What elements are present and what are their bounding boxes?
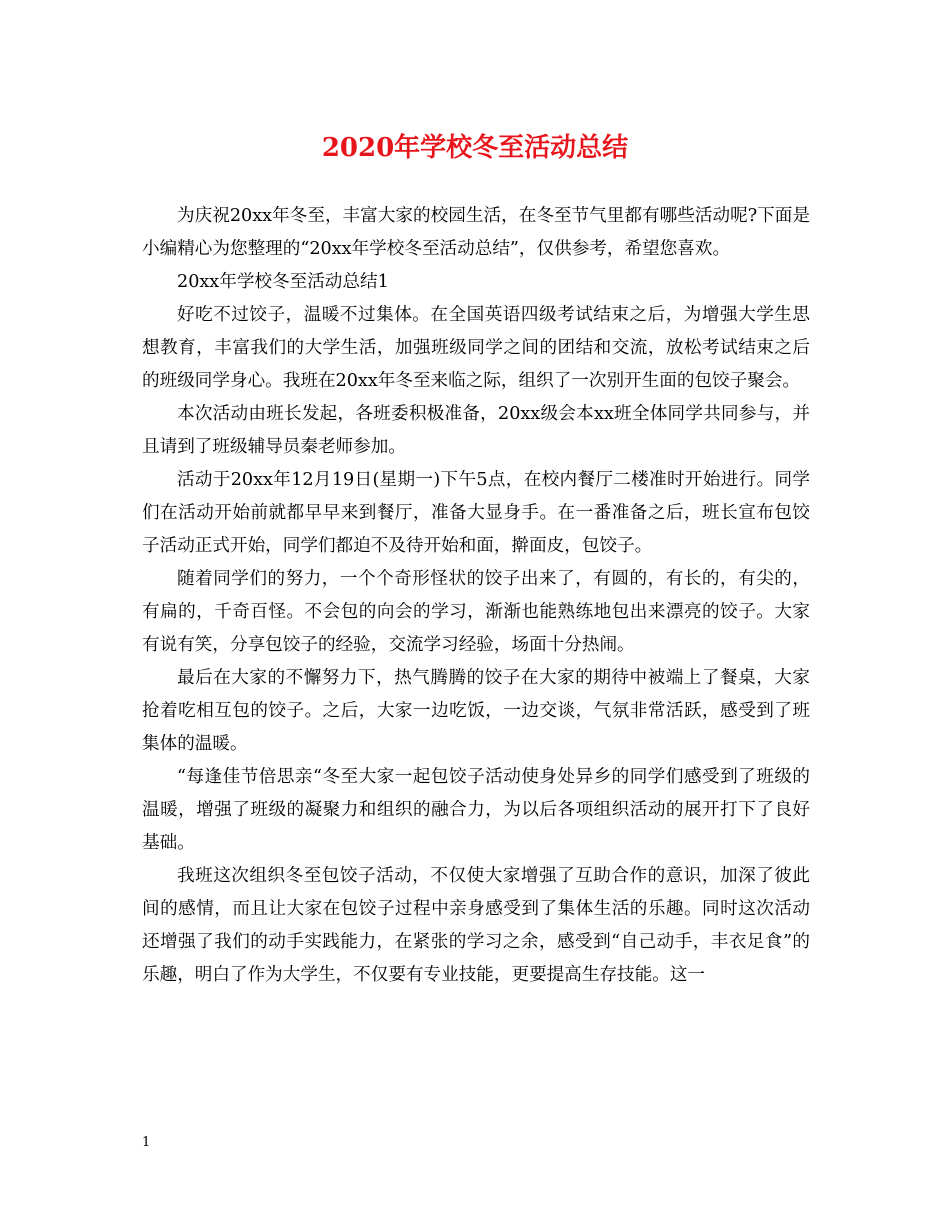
paragraph-intro: 为庆祝20xx年冬至，丰富大家的校园生活，在冬至节气里都有哪些活动呢?下面是小编精心为您整理的“20xx年学校冬至活动总结”，仅供参考，希望您喜欢。 xyxy=(142,206,810,259)
paragraph: 最后在大家的不懈努力下，热气腾腾的饺子在大家的期待中被端上了餐桌，大家抢着吃相互包的饺子。之后，大家一边吃饭，一边交谈，气氛非常活跃，感受到了班集体的温暖。 xyxy=(142,668,810,754)
page-number: 1 xyxy=(142,1135,151,1150)
paragraph: 本次活动由班长发起，各班委积极准备，20xx级会本xx班全体同学共同参与，并且请到了班级辅导员秦老师参加。 xyxy=(142,404,810,457)
section-heading: 20xx年学校冬至活动总结1 xyxy=(177,272,389,292)
paragraph: 活动于20xx年12月19日(星期一)下午5点，在校内餐厅二楼准时开始进行。同学们在活动开始前就都早早来到餐厅，准备大显身手。在一番准备之后，班长宣布包饺子活动正式开始，同学们都迫不及待开始和面，擀面皮，包饺子。 xyxy=(142,470,810,556)
paragraph: 好吃不过饺子，温暖不过集体。在全国英语四级考试结束之后，为增强大学生思想教育，丰富我们的大学生活，加强班级同学之间的团结和交流，放松考试结束之后的班级同学身心。我班在20xx年冬至来临之际，组织了一次别开生面的包饺子聚会。 xyxy=(142,305,810,391)
document-title: 2020年学校冬至活动总结 xyxy=(321,133,629,163)
paragraph: “每逢佳节倍思亲“冬至大家一起包饺子活动使身处异乡的同学们感受到了班级的温暖，增强了班级的凝聚力和组织的融合力，为以后各项组织活动的展开打下了良好基础。 xyxy=(142,767,810,853)
paragraph: 我班这次组织冬至包饺子活动，不仅使大家增强了互助合作的意识，加深了彼此间的感情，而且让大家在包饺子过程中亲身感受到了集体生活的乐趣。同时这次活动还增强了我们的动手实践能力，在紧张的学习之余，感受到“自己动手，丰衣足食”的乐趣，明白了作为大学生，不仅要有专业技能，更要提高生存技能。这一 xyxy=(142,866,810,985)
document-body xyxy=(142,200,810,992)
paragraph: 随着同学们的努力，一个个奇形怪状的饺子出来了，有圆的，有长的，有尖的，有扁的，千奇百怪。不会包的向会的学习，渐渐也能熟练地包出来漂亮的饺子。大家有说有笑，分享包饺子的经验，交流学习经验，场面十分热闹。 xyxy=(142,569,810,655)
